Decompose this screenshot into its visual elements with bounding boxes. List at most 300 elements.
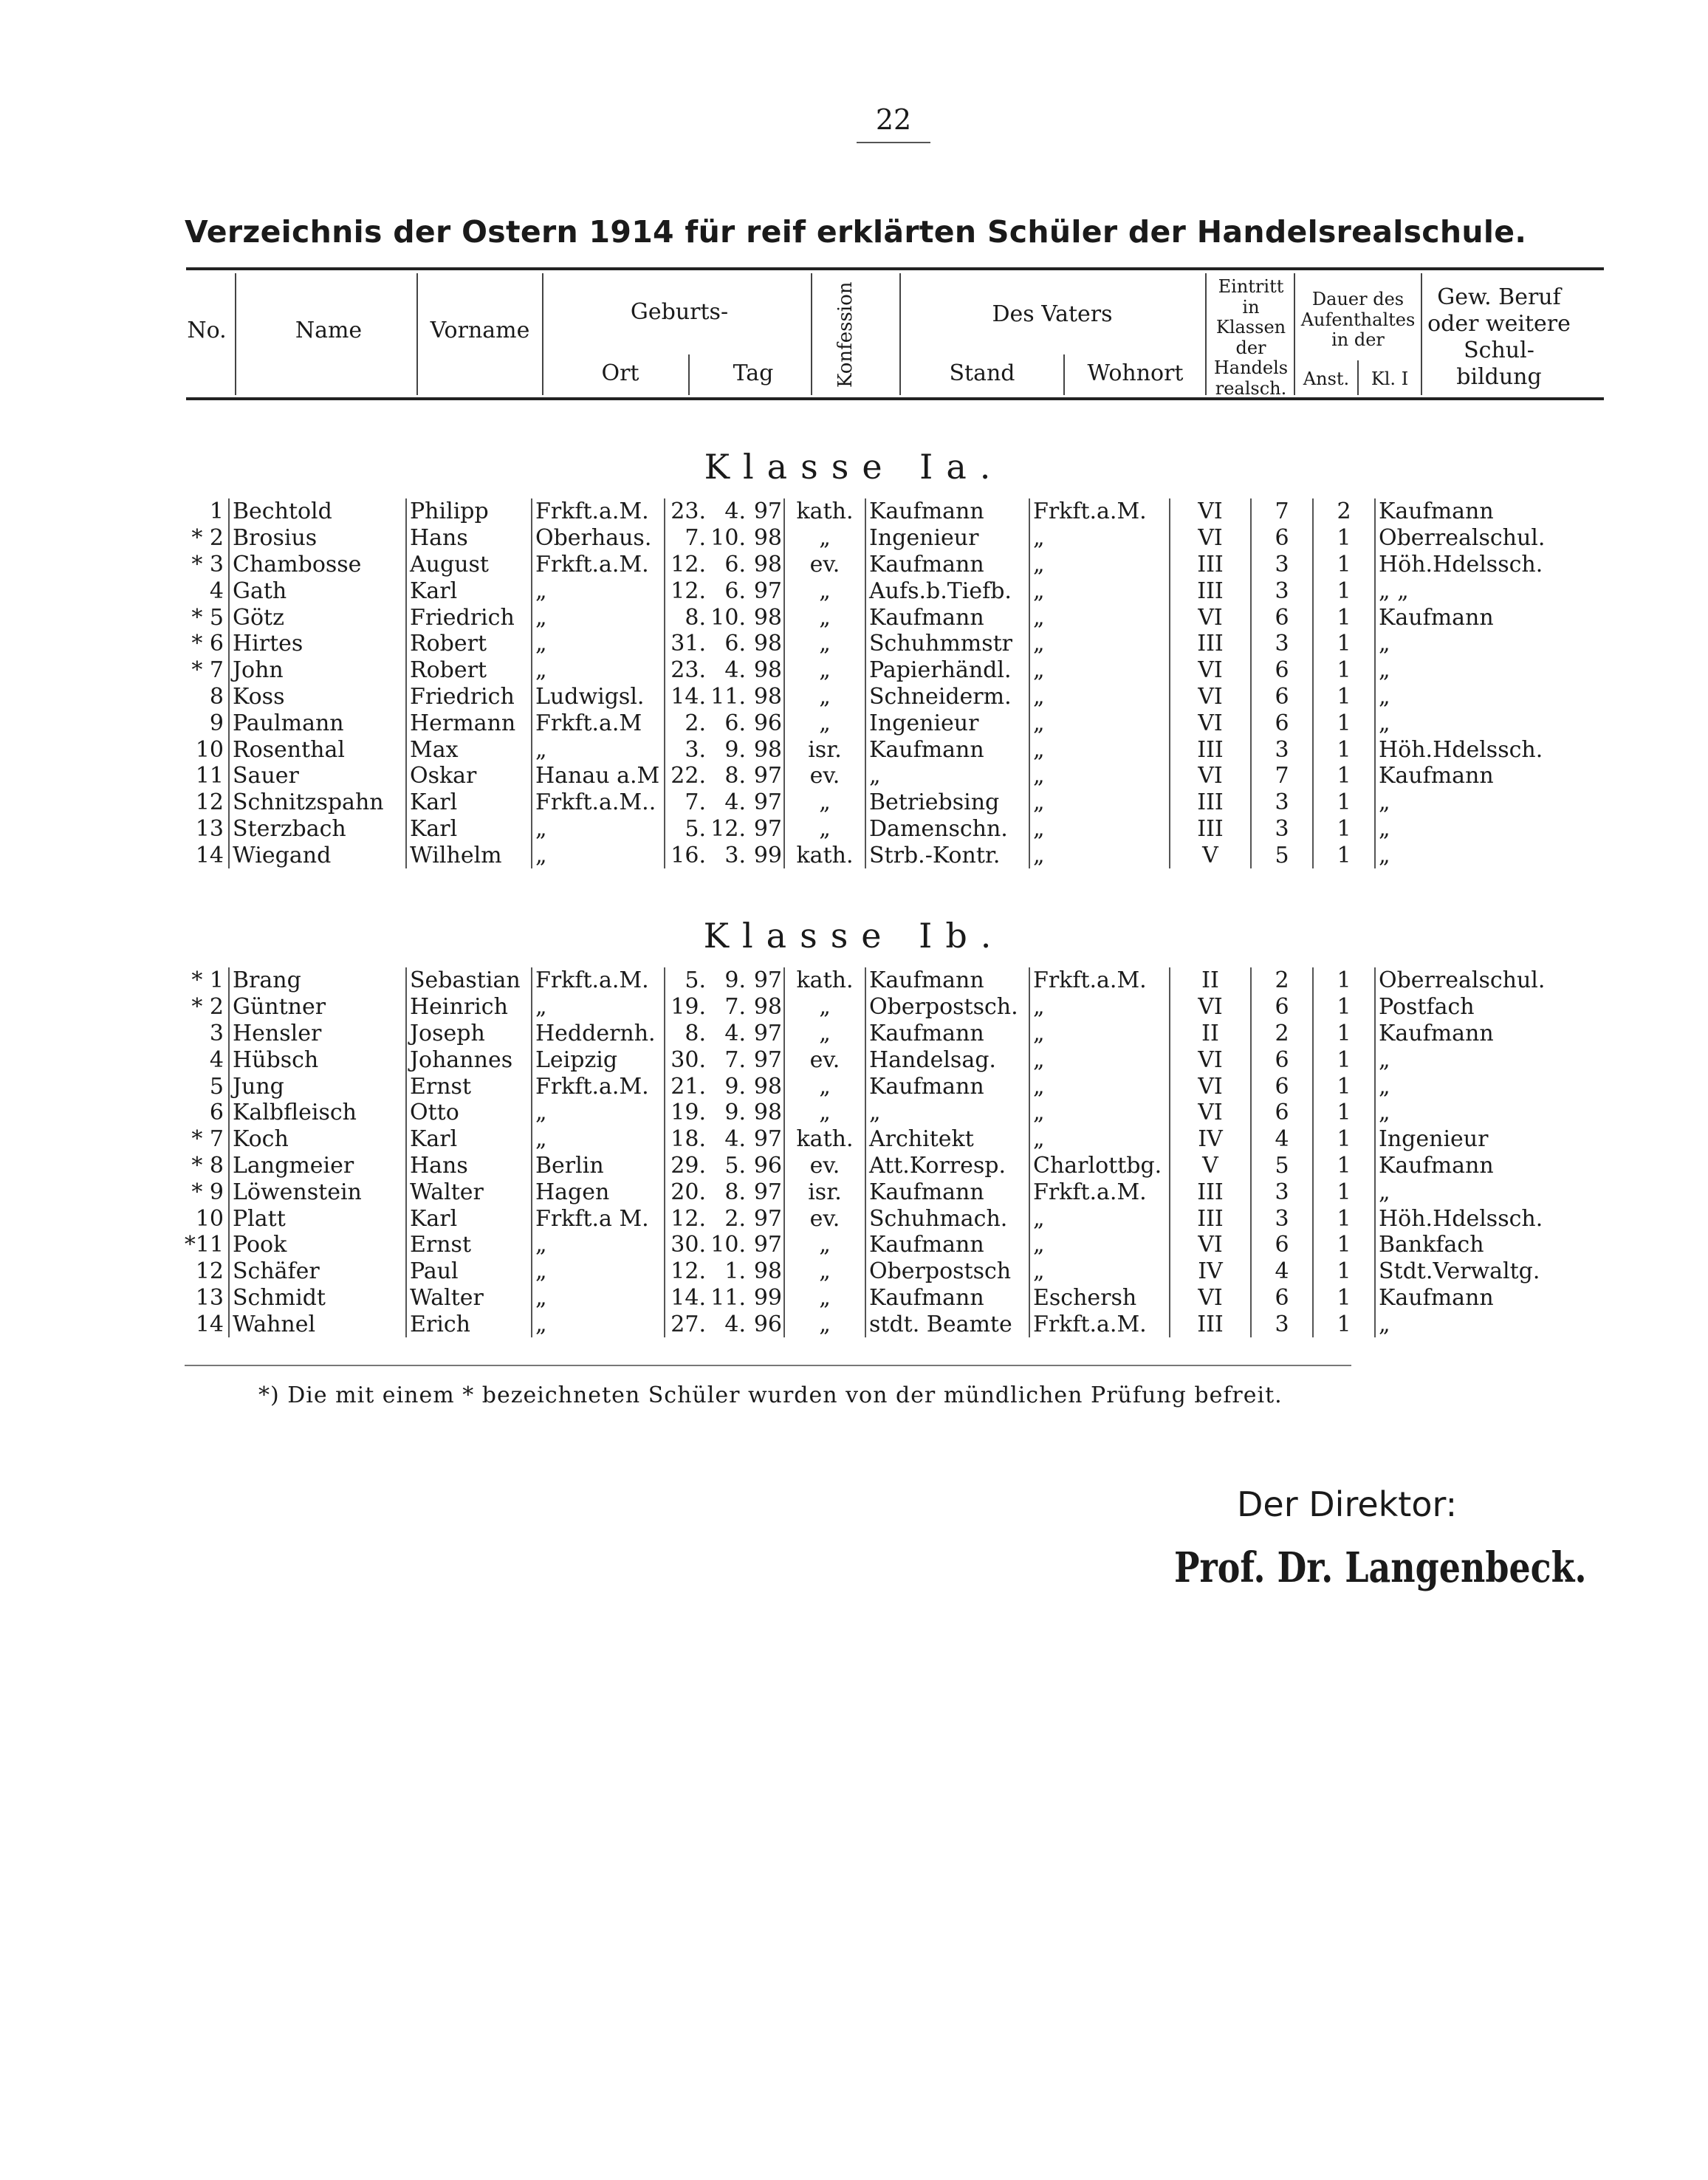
cell-stand: Kaufmann <box>865 1021 1029 1047</box>
cell-anst: 4 <box>1251 1126 1313 1153</box>
cell-stand: Kaufmann <box>865 604 1029 631</box>
cell-kl: 1 <box>1313 1258 1375 1285</box>
cell-year: 99 <box>753 842 782 868</box>
cell-year: 97 <box>753 1126 782 1153</box>
cell-konfession: „ <box>784 789 865 816</box>
cell-month: 3. <box>724 842 746 868</box>
cell-anst: 3 <box>1251 1311 1313 1337</box>
cell-name: Güntner <box>229 994 406 1021</box>
cell-vorname: Robert <box>406 657 532 684</box>
cell-wohnort: „ <box>1029 657 1170 684</box>
cell-month: 7. <box>724 994 746 1021</box>
cell-kl: 1 <box>1313 967 1375 994</box>
cell-kl: 1 <box>1313 816 1375 843</box>
cell-day: 18. <box>665 1126 707 1153</box>
cell-ort: Frkft.a.M. <box>532 1073 665 1100</box>
cell-wohnort: Frkft.a.M. <box>1029 1311 1170 1337</box>
cell-day: 14. <box>665 1285 707 1312</box>
cell-anst: 6 <box>1251 1285 1313 1312</box>
cell-no: * 2 <box>191 994 224 1021</box>
cell-wohnort: „ <box>1029 816 1170 843</box>
table-row <box>177 1021 1617 1047</box>
cell-stand: Oberpostsch. <box>865 994 1029 1021</box>
cell-year: 98 <box>753 994 782 1021</box>
cell-wohnort: „ <box>1029 763 1170 789</box>
cell-eintritt: III <box>1170 1179 1251 1205</box>
cell-vorname: Paul <box>406 1258 532 1285</box>
cell-konfession: „ <box>784 816 865 843</box>
cell-ort: Frkft.a.M <box>532 710 665 736</box>
cell-kl: 1 <box>1313 604 1375 631</box>
cell-anst: 6 <box>1251 710 1313 736</box>
cell-anst: 7 <box>1251 498 1313 525</box>
cell-day: 19. <box>665 994 707 1021</box>
cell-eintritt: VI <box>1170 1073 1251 1100</box>
cell-eintritt: VI <box>1170 1285 1251 1312</box>
header-eintritt: Eintritt in Klassen der Handels realsch. <box>1213 276 1289 399</box>
cell-name: Wiegand <box>229 842 406 868</box>
cell-no: * 7 <box>191 657 224 684</box>
header-stand: Stand <box>949 360 1015 386</box>
cell-stand: Handelsag. <box>865 1046 1029 1073</box>
cell-stand: Kaufmann <box>865 552 1029 578</box>
table-row <box>177 1232 1617 1258</box>
table-row <box>177 842 1617 868</box>
cell-year: 97 <box>753 815 782 842</box>
cell-beruf: „ <box>1375 1046 1617 1073</box>
cell-vorname: Ernst <box>406 1232 532 1258</box>
cell-name: Koss <box>229 684 406 710</box>
cell-year: 98 <box>753 1258 782 1285</box>
table-row <box>177 994 1617 1021</box>
cell-wohnort: „ <box>1029 631 1170 657</box>
cell-no: *11 <box>184 1232 224 1258</box>
cell-year: 98 <box>753 525 782 552</box>
cell-ort: Frkft.a.M. <box>532 552 665 578</box>
cell-konfession: „ <box>784 994 865 1021</box>
cell-anst: 6 <box>1251 657 1313 684</box>
cell-eintritt: VI <box>1170 1046 1251 1073</box>
klasse-ib-heading: Klasse Ib. <box>703 916 1005 956</box>
header-divider <box>235 273 236 395</box>
cell-year: 96 <box>753 710 782 736</box>
signature-role: Der Direktor: <box>1237 1484 1458 1524</box>
cell-month: 6. <box>724 551 746 577</box>
cell-vorname: Friedrich <box>406 604 532 631</box>
cell-anst: 3 <box>1251 736 1313 763</box>
cell-day: 31. <box>665 631 707 657</box>
header-konfession: Konfession <box>834 281 857 388</box>
cell-konfession: „ <box>784 1258 865 1285</box>
cell-vorname: Ernst <box>406 1073 532 1100</box>
cell-beruf: Postfach <box>1375 994 1617 1021</box>
cell-day: 29. <box>665 1153 707 1179</box>
cell-wohnort: Frkft.a.M. <box>1029 967 1170 994</box>
cell-konfession: „ <box>784 710 865 736</box>
cell-no: * 7 <box>191 1126 224 1153</box>
table-row <box>177 1205 1617 1232</box>
cell-ort: Hagen <box>532 1179 665 1205</box>
cell-stand: Oberpostsch <box>865 1258 1029 1285</box>
header-vorname: Vorname <box>430 318 530 343</box>
cell-vorname: Heinrich <box>406 994 532 1021</box>
cell-stand: stdt. Beamte <box>865 1311 1029 1337</box>
table-row <box>177 1258 1617 1285</box>
klasse-ia-table <box>177 498 1617 868</box>
header-name: Name <box>295 318 363 343</box>
cell-wohnort: „ <box>1029 1205 1170 1232</box>
cell-kl: 1 <box>1313 1179 1375 1205</box>
cell-stand: Kaufmann <box>865 1179 1029 1205</box>
cell-stand: Damenschn. <box>865 816 1029 843</box>
cell-stand: Kaufmann <box>865 1232 1029 1258</box>
cell-kl: 1 <box>1313 1205 1375 1232</box>
table-row <box>177 736 1617 763</box>
cell-ort: Oberhaus. <box>532 525 665 552</box>
cell-month: 8. <box>724 763 746 789</box>
cell-month: 2. <box>724 1205 746 1232</box>
cell-kl: 1 <box>1313 1153 1375 1179</box>
cell-year: 97 <box>753 498 782 525</box>
cell-eintritt: II <box>1170 1021 1251 1047</box>
header-divider <box>899 273 901 395</box>
cell-konfession: kath. <box>784 967 865 994</box>
header-top-rule <box>186 267 1604 270</box>
cell-name: Koch <box>229 1126 406 1153</box>
cell-eintritt: III <box>1170 1311 1251 1337</box>
cell-no: 6 <box>209 1100 224 1126</box>
cell-year: 97 <box>753 1020 782 1046</box>
cell-konfession: kath. <box>784 1126 865 1153</box>
cell-day: 21. <box>665 1073 707 1100</box>
cell-month: 4. <box>724 1311 746 1337</box>
cell-year: 98 <box>753 631 782 657</box>
cell-name: Sterzbach <box>229 816 406 843</box>
cell-ort: „ <box>532 1126 665 1153</box>
cell-eintritt: IV <box>1170 1126 1251 1153</box>
cell-day: 19. <box>665 1100 707 1126</box>
cell-no: * 3 <box>191 551 224 577</box>
header-divider <box>1421 273 1422 395</box>
cell-anst: 6 <box>1251 1073 1313 1100</box>
cell-name: Hirtes <box>229 631 406 657</box>
cell-anst: 3 <box>1251 631 1313 657</box>
cell-anst: 5 <box>1251 842 1313 868</box>
cell-no: 4 <box>209 1046 224 1073</box>
cell-stand: „ <box>865 1100 1029 1126</box>
cell-konfession: ev. <box>784 1205 865 1232</box>
cell-kl: 1 <box>1313 1126 1375 1153</box>
cell-kl: 1 <box>1313 736 1375 763</box>
cell-anst: 6 <box>1251 1232 1313 1258</box>
cell-wohnort: „ <box>1029 552 1170 578</box>
cell-vorname: Hermann <box>406 710 532 736</box>
cell-stand: Kaufmann <box>865 967 1029 994</box>
cell-beruf: Stdt.Verwaltg. <box>1375 1258 1617 1285</box>
table-row <box>177 1046 1617 1073</box>
cell-konfession: „ <box>784 1100 865 1126</box>
cell-month: 7. <box>724 1046 746 1073</box>
cell-eintritt: III <box>1170 577 1251 604</box>
klasse-ia-heading: Klasse Ia. <box>704 447 1004 487</box>
cell-stand: Kaufmann <box>865 498 1029 525</box>
cell-day: 8. <box>665 604 707 631</box>
cell-vorname: Otto <box>406 1100 532 1126</box>
cell-ort: Hanau a.M <box>532 763 665 789</box>
cell-konfession: „ <box>784 1285 865 1312</box>
cell-ort: „ <box>532 577 665 604</box>
cell-no: * 6 <box>191 631 224 657</box>
cell-name: Pook <box>229 1232 406 1258</box>
cell-no: 5 <box>209 1073 224 1100</box>
cell-ort: Ludwigsl. <box>532 684 665 710</box>
cell-konfession: ev. <box>784 763 865 789</box>
cell-ort: Frkft.a M. <box>532 1205 665 1232</box>
cell-vorname: Hans <box>406 1153 532 1179</box>
cell-konfession: ev. <box>784 1153 865 1179</box>
header-divider <box>688 354 690 395</box>
cell-vorname: Walter <box>406 1285 532 1312</box>
cell-month: 6. <box>724 631 746 657</box>
cell-month: 6. <box>724 710 746 736</box>
cell-day: 5. <box>665 816 707 843</box>
cell-no: 14 <box>195 842 224 868</box>
cell-eintritt: VI <box>1170 525 1251 552</box>
cell-no: 12 <box>195 789 224 816</box>
cell-no: 3 <box>209 1020 224 1046</box>
cell-stand: Schneiderm. <box>865 684 1029 710</box>
cell-vorname: Walter <box>406 1179 532 1205</box>
cell-name: Schnitzspahn <box>229 789 406 816</box>
cell-wohnort: „ <box>1029 604 1170 631</box>
cell-eintritt: VI <box>1170 710 1251 736</box>
cell-day: 23. <box>665 657 707 684</box>
cell-stand: Strb.-Kontr. <box>865 842 1029 868</box>
cell-vorname: Karl <box>406 1205 532 1232</box>
cell-anst: 6 <box>1251 1100 1313 1126</box>
header-beruf: Gew. Beruf oder weitere Schul- bildung <box>1427 284 1571 390</box>
cell-no: 9 <box>209 710 224 736</box>
cell-no: 13 <box>195 1284 224 1311</box>
cell-eintritt: VI <box>1170 604 1251 631</box>
cell-anst: 6 <box>1251 994 1313 1021</box>
cell-beruf: „ <box>1375 816 1617 843</box>
cell-beruf: Höh.Hdelssch. <box>1375 1205 1617 1232</box>
table-row <box>177 1073 1617 1100</box>
cell-anst: 5 <box>1251 1153 1313 1179</box>
cell-kl: 1 <box>1313 789 1375 816</box>
cell-vorname: Wilhelm <box>406 842 532 868</box>
cell-day: 12. <box>665 1205 707 1232</box>
cell-name: John <box>229 657 406 684</box>
cell-ort: „ <box>532 657 665 684</box>
cell-stand: „ <box>865 763 1029 789</box>
cell-konfession: kath. <box>784 842 865 868</box>
cell-wohnort: „ <box>1029 1100 1170 1126</box>
table-row <box>177 1285 1617 1312</box>
cell-day: 14. <box>665 684 707 710</box>
cell-year: 97 <box>753 789 782 816</box>
cell-vorname: Hans <box>406 525 532 552</box>
cell-ort: „ <box>532 816 665 843</box>
cell-year: 96 <box>753 1311 782 1337</box>
cell-wohnort: „ <box>1029 684 1170 710</box>
cell-name: Götz <box>229 604 406 631</box>
cell-beruf: „ <box>1375 842 1617 868</box>
cell-vorname: Robert <box>406 631 532 657</box>
cell-no: * 9 <box>191 1179 224 1205</box>
table-row <box>177 763 1617 789</box>
cell-day: 27. <box>665 1311 707 1337</box>
cell-vorname: Erich <box>406 1311 532 1337</box>
cell-stand: Kaufmann <box>865 1285 1029 1312</box>
cell-ort: Leipzig <box>532 1046 665 1073</box>
cell-wohnort: „ <box>1029 994 1170 1021</box>
cell-beruf: „ <box>1375 789 1617 816</box>
cell-stand: Architekt <box>865 1126 1029 1153</box>
cell-konfession: isr. <box>784 736 865 763</box>
cell-kl: 1 <box>1313 525 1375 552</box>
cell-beruf: Kaufmann <box>1375 1285 1617 1312</box>
cell-eintritt: V <box>1170 842 1251 868</box>
cell-kl: 1 <box>1313 1046 1375 1073</box>
cell-anst: 6 <box>1251 525 1313 552</box>
cell-ort: „ <box>532 1100 665 1126</box>
cell-kl: 1 <box>1313 657 1375 684</box>
header-geburts: Geburts- <box>630 299 729 325</box>
cell-stand: Schuhmach. <box>865 1205 1029 1232</box>
header-dauer: Dauer des Aufenthaltes in der <box>1300 289 1416 351</box>
cell-kl: 1 <box>1313 552 1375 578</box>
cell-year: 97 <box>753 967 782 994</box>
cell-month: 4. <box>724 498 746 525</box>
table-row <box>177 657 1617 684</box>
cell-day: 7. <box>665 789 707 816</box>
cell-vorname: Philipp <box>406 498 532 525</box>
table-row <box>177 684 1617 710</box>
cell-kl: 2 <box>1313 498 1375 525</box>
cell-no: 12 <box>195 1258 224 1285</box>
cell-eintritt: III <box>1170 816 1251 843</box>
cell-month: 9. <box>724 736 746 763</box>
cell-wohnort: „ <box>1029 710 1170 736</box>
cell-kl: 1 <box>1313 1311 1375 1337</box>
cell-kl: 1 <box>1313 1232 1375 1258</box>
cell-eintritt: IV <box>1170 1258 1251 1285</box>
cell-name: Bechtold <box>229 498 406 525</box>
cell-name: Jung <box>229 1073 406 1100</box>
header-divider <box>416 273 418 395</box>
cell-no: 4 <box>209 577 224 604</box>
cell-year: 97 <box>753 1179 782 1205</box>
cell-ort: „ <box>532 631 665 657</box>
cell-day: 8. <box>665 1021 707 1047</box>
cell-wohnort: „ <box>1029 1126 1170 1153</box>
header-wohnort: Wohnort <box>1087 360 1184 386</box>
cell-name: Chambosse <box>229 552 406 578</box>
cell-anst: 3 <box>1251 577 1313 604</box>
cell-no: 13 <box>195 815 224 842</box>
table-row <box>177 631 1617 657</box>
table-row <box>177 525 1617 552</box>
cell-konfession: „ <box>784 1073 865 1100</box>
cell-name: Kalbfleisch <box>229 1100 406 1126</box>
cell-eintritt: III <box>1170 1205 1251 1232</box>
cell-vorname: Johannes <box>406 1046 532 1073</box>
header-des-vaters: Des Vaters <box>992 301 1113 327</box>
cell-name: Wahnel <box>229 1311 406 1337</box>
header-no: No. <box>187 318 227 343</box>
cell-day: 2. <box>665 710 707 736</box>
cell-konfession: „ <box>784 604 865 631</box>
cell-month: 11. <box>710 683 746 710</box>
cell-month: 12. <box>710 815 746 842</box>
cell-wohnort: „ <box>1029 1232 1170 1258</box>
cell-beruf: Oberrealschul. <box>1375 525 1617 552</box>
cell-anst: 3 <box>1251 816 1313 843</box>
cell-konfession: „ <box>784 1232 865 1258</box>
cell-anst: 3 <box>1251 1179 1313 1205</box>
cell-year: 99 <box>753 1284 782 1311</box>
cell-eintritt: II <box>1170 967 1251 994</box>
cell-kl: 1 <box>1313 1021 1375 1047</box>
cell-vorname: Karl <box>406 1126 532 1153</box>
table-row <box>177 577 1617 604</box>
cell-eintritt: III <box>1170 552 1251 578</box>
cell-day: 30. <box>665 1046 707 1073</box>
cell-ort: Frkft.a.M. <box>532 498 665 525</box>
cell-eintritt: V <box>1170 1153 1251 1179</box>
cell-month: 9. <box>724 1073 746 1100</box>
page-number: 22 <box>875 103 912 136</box>
cell-stand: Att.Korresp. <box>865 1153 1029 1179</box>
cell-beruf: Ingenieur <box>1375 1126 1617 1153</box>
cell-day: 5. <box>665 967 707 994</box>
table-row <box>177 1100 1617 1126</box>
cell-konfession: isr. <box>784 1179 865 1205</box>
cell-ort: Berlin <box>532 1153 665 1179</box>
cell-ort: „ <box>532 994 665 1021</box>
cell-month: 10. <box>710 604 746 631</box>
cell-kl: 1 <box>1313 994 1375 1021</box>
page-number-rule <box>857 142 930 143</box>
header-anst: Anst. <box>1303 369 1350 389</box>
cell-anst: 2 <box>1251 1021 1313 1047</box>
cell-vorname: Joseph <box>406 1021 532 1047</box>
cell-day: 23. <box>665 498 707 525</box>
cell-stand: Ingenieur <box>865 525 1029 552</box>
cell-eintritt: VI <box>1170 498 1251 525</box>
cell-wohnort: „ <box>1029 1021 1170 1047</box>
cell-ort: Frkft.a.M. <box>532 967 665 994</box>
cell-ort: „ <box>532 736 665 763</box>
cell-wohnort: „ <box>1029 789 1170 816</box>
header-divider <box>811 273 812 395</box>
table-row <box>177 552 1617 578</box>
cell-ort: „ <box>532 1311 665 1337</box>
cell-eintritt: VI <box>1170 763 1251 789</box>
cell-wohnort: „ <box>1029 577 1170 604</box>
cell-kl: 1 <box>1313 577 1375 604</box>
cell-year: 98 <box>753 657 782 684</box>
cell-name: Schäfer <box>229 1258 406 1285</box>
cell-anst: 3 <box>1251 552 1313 578</box>
cell-year: 97 <box>753 577 782 604</box>
table-row <box>177 789 1617 816</box>
header-bottom-rule <box>186 397 1604 400</box>
cell-name: Rosenthal <box>229 736 406 763</box>
cell-month: 10. <box>710 525 746 552</box>
